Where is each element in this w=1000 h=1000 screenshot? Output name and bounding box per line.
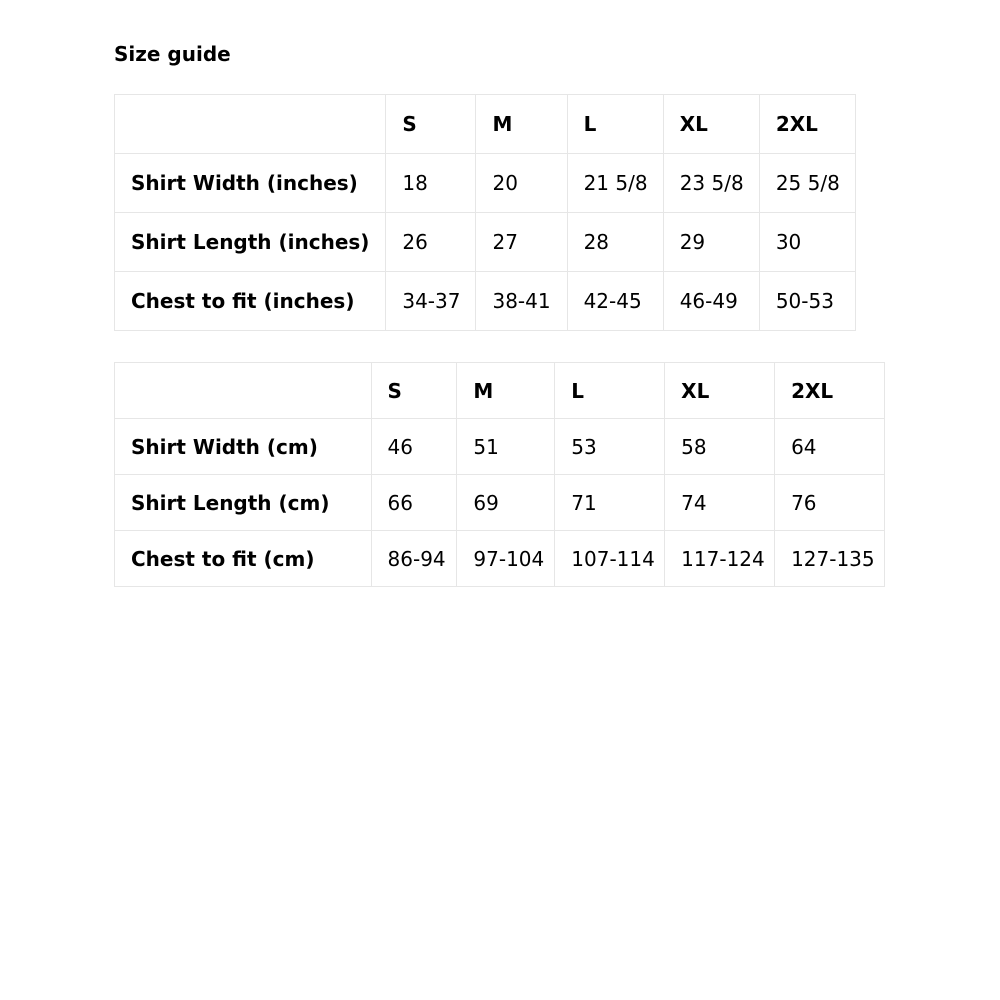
table-cell: 97-104 [457, 531, 555, 587]
table-cell: 69 [457, 475, 555, 531]
table-cell: 127-135 [775, 531, 885, 587]
page-title: Size guide [114, 42, 231, 66]
table-cell: 38-41 [476, 272, 567, 331]
table-cell: 30 [759, 213, 855, 272]
table-header-cell-empty [115, 363, 372, 419]
row-label: Chest to fit (inches) [115, 272, 386, 331]
table-cell: 27 [476, 213, 567, 272]
table-cell: 64 [775, 419, 885, 475]
table-cell: 28 [567, 213, 663, 272]
table-cell: 66 [371, 475, 457, 531]
table-row [115, 154, 856, 213]
table-cell: 107-114 [555, 531, 665, 587]
table-cell: 26 [386, 213, 476, 272]
row-label: Shirt Length (inches) [115, 213, 386, 272]
table-cell: 51 [457, 419, 555, 475]
table-cell: 23 5/8 [663, 154, 759, 213]
row-label: Shirt Length (cm) [115, 475, 372, 531]
row-label: Shirt Width (cm) [115, 419, 372, 475]
table-cell: 21 5/8 [567, 154, 663, 213]
table-cell: 50-53 [759, 272, 855, 331]
table-cell: 20 [476, 154, 567, 213]
table-cell: 42-45 [567, 272, 663, 331]
row-label: Shirt Width (inches) [115, 154, 386, 213]
table-header-cell-s: S [386, 95, 476, 154]
table-cell: 18 [386, 154, 476, 213]
table-header-cell-s: S [371, 363, 457, 419]
size-table-cm [114, 362, 885, 587]
table-cell: 86-94 [371, 531, 457, 587]
table-header-row [115, 95, 856, 154]
table-row [115, 272, 856, 331]
table-row [115, 213, 856, 272]
table-header-cell-m: M [476, 95, 567, 154]
table-row [115, 531, 885, 587]
size-table-inches [114, 94, 856, 331]
table-cell: 25 5/8 [759, 154, 855, 213]
table-cell: 34-37 [386, 272, 476, 331]
table-cell: 29 [663, 213, 759, 272]
table-cell: 46 [371, 419, 457, 475]
table-header-row [115, 363, 885, 419]
table-row [115, 419, 885, 475]
table-cell: 46-49 [663, 272, 759, 331]
table-header-cell-m: M [457, 363, 555, 419]
table-header-cell-xl: XL [665, 363, 775, 419]
table-header-cell-l: L [555, 363, 665, 419]
table-header-cell-l: L [567, 95, 663, 154]
table-header-cell-2xl: 2XL [775, 363, 885, 419]
table-cell: 117-124 [665, 531, 775, 587]
row-label: Chest to fit (cm) [115, 531, 372, 587]
table-cell: 71 [555, 475, 665, 531]
table-cell: 76 [775, 475, 885, 531]
table-header-cell-2xl: 2XL [759, 95, 855, 154]
table-cell: 53 [555, 419, 665, 475]
table-cell: 74 [665, 475, 775, 531]
table-header-cell-empty [115, 95, 386, 154]
table-header-cell-xl: XL [663, 95, 759, 154]
table-cell: 58 [665, 419, 775, 475]
table-row [115, 475, 885, 531]
